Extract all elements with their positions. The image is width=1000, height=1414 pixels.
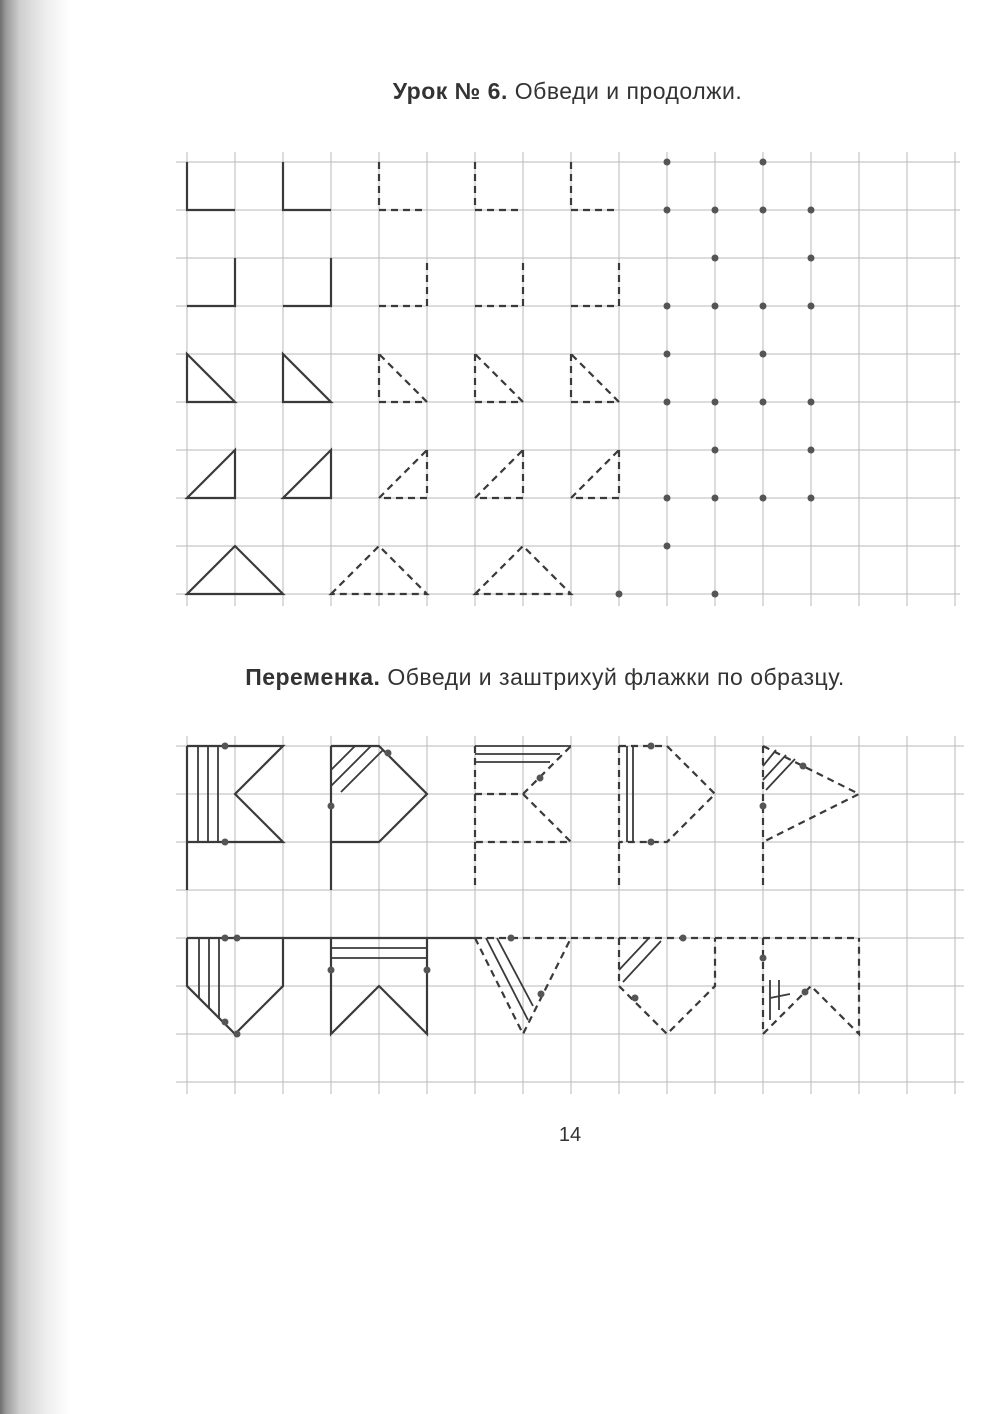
flag-5-triangle-dashed: [760, 746, 860, 890]
break-instruction: Обведи и заштрихуй флажки по образцу.: [387, 664, 845, 690]
lesson-instruction: Обведи и продолжи.: [514, 78, 743, 104]
flag-2-pentagon: [328, 746, 428, 890]
break-label: Переменка.: [245, 664, 381, 690]
page-number: 14: [558, 1124, 582, 1146]
lesson-label: Урок № 6.: [392, 78, 508, 104]
row-3-triangle-patterns: [187, 354, 619, 402]
flags-grid: [176, 736, 964, 1094]
row-1-corner-patterns: [187, 162, 619, 210]
row-4-triangle-patterns: [187, 450, 619, 498]
break-heading: [0, 664, 1000, 691]
top-grid: [176, 152, 960, 606]
row-2-corner-patterns: [187, 258, 619, 306]
